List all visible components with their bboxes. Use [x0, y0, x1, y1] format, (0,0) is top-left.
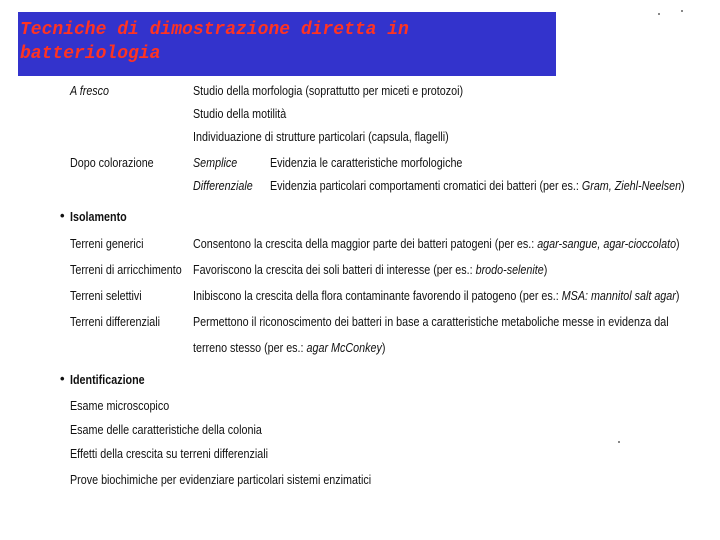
- identificazione-item: Prove biochimiche per evidenziare particolari sistemi enzimatici: [70, 473, 372, 487]
- differenziale-label: Differenziale: [193, 179, 253, 193]
- terreno-desc-continuation: terreno stesso (per es.: agar McConkey): [193, 341, 386, 355]
- isolamento-bullet: •: [60, 208, 65, 223]
- a-fresco-line: Studio della motilità: [193, 107, 287, 121]
- terreno-desc: Favoriscono la crescita dei soli batteri di interesse (per es.: brodo-selenite): [193, 263, 548, 277]
- a-fresco-line: Studio della morfologia (soprattutto per miceti e protozoi): [193, 84, 464, 98]
- a-fresco-label: A fresco: [70, 84, 110, 98]
- speck: [618, 441, 620, 443]
- terreno-label: Terreni differenziali: [70, 315, 161, 329]
- isolamento-heading: Isolamento: [70, 210, 127, 224]
- terreno-label: Terreni generici: [70, 237, 144, 251]
- identificazione-heading: Identificazione: [70, 373, 145, 387]
- slide-title: Tecniche di dimostrazione diretta in batteriologia: [20, 20, 409, 64]
- terreno-desc: Inibiscono la crescita della flora contaminante favorendo il patogeno (per es.: MSA: mannitol salt agar): [193, 289, 680, 303]
- terreno-desc: Permettono il riconoscimento dei batteri in base a caratteristiche metaboliche messe in evidenza dal: [193, 315, 669, 329]
- terreno-desc: Consentono la crescita della maggior parte dei batteri patogeni (per es.: agar-sangue, agar-cioccolato): [193, 237, 680, 251]
- speck: [658, 13, 660, 15]
- identificazione-item: Esame delle caratteristiche della colonia: [70, 423, 262, 437]
- semplice-label: Semplice: [193, 156, 238, 170]
- semplice-desc: Evidenzia le caratteristiche morfologiche: [270, 156, 463, 170]
- terreno-label: Terreni di arricchimento: [70, 263, 182, 277]
- identificazione-bullet: •: [60, 371, 65, 386]
- speck: [681, 10, 683, 12]
- identificazione-item: Effetti della crescita su terreni differenziali: [70, 447, 268, 461]
- a-fresco-line: Individuazione di strutture particolari (capsula, flagelli): [193, 130, 449, 144]
- differenziale-desc: Evidenzia particolari comportamenti cromatici dei batteri (per es.: Gram, Ziehl-Neelsen): [270, 179, 685, 193]
- terreno-label: Terreni selettivi: [70, 289, 142, 303]
- identificazione-item: Esame microscopico: [70, 399, 170, 413]
- dopo-colorazione-label: Dopo colorazione: [70, 156, 154, 170]
